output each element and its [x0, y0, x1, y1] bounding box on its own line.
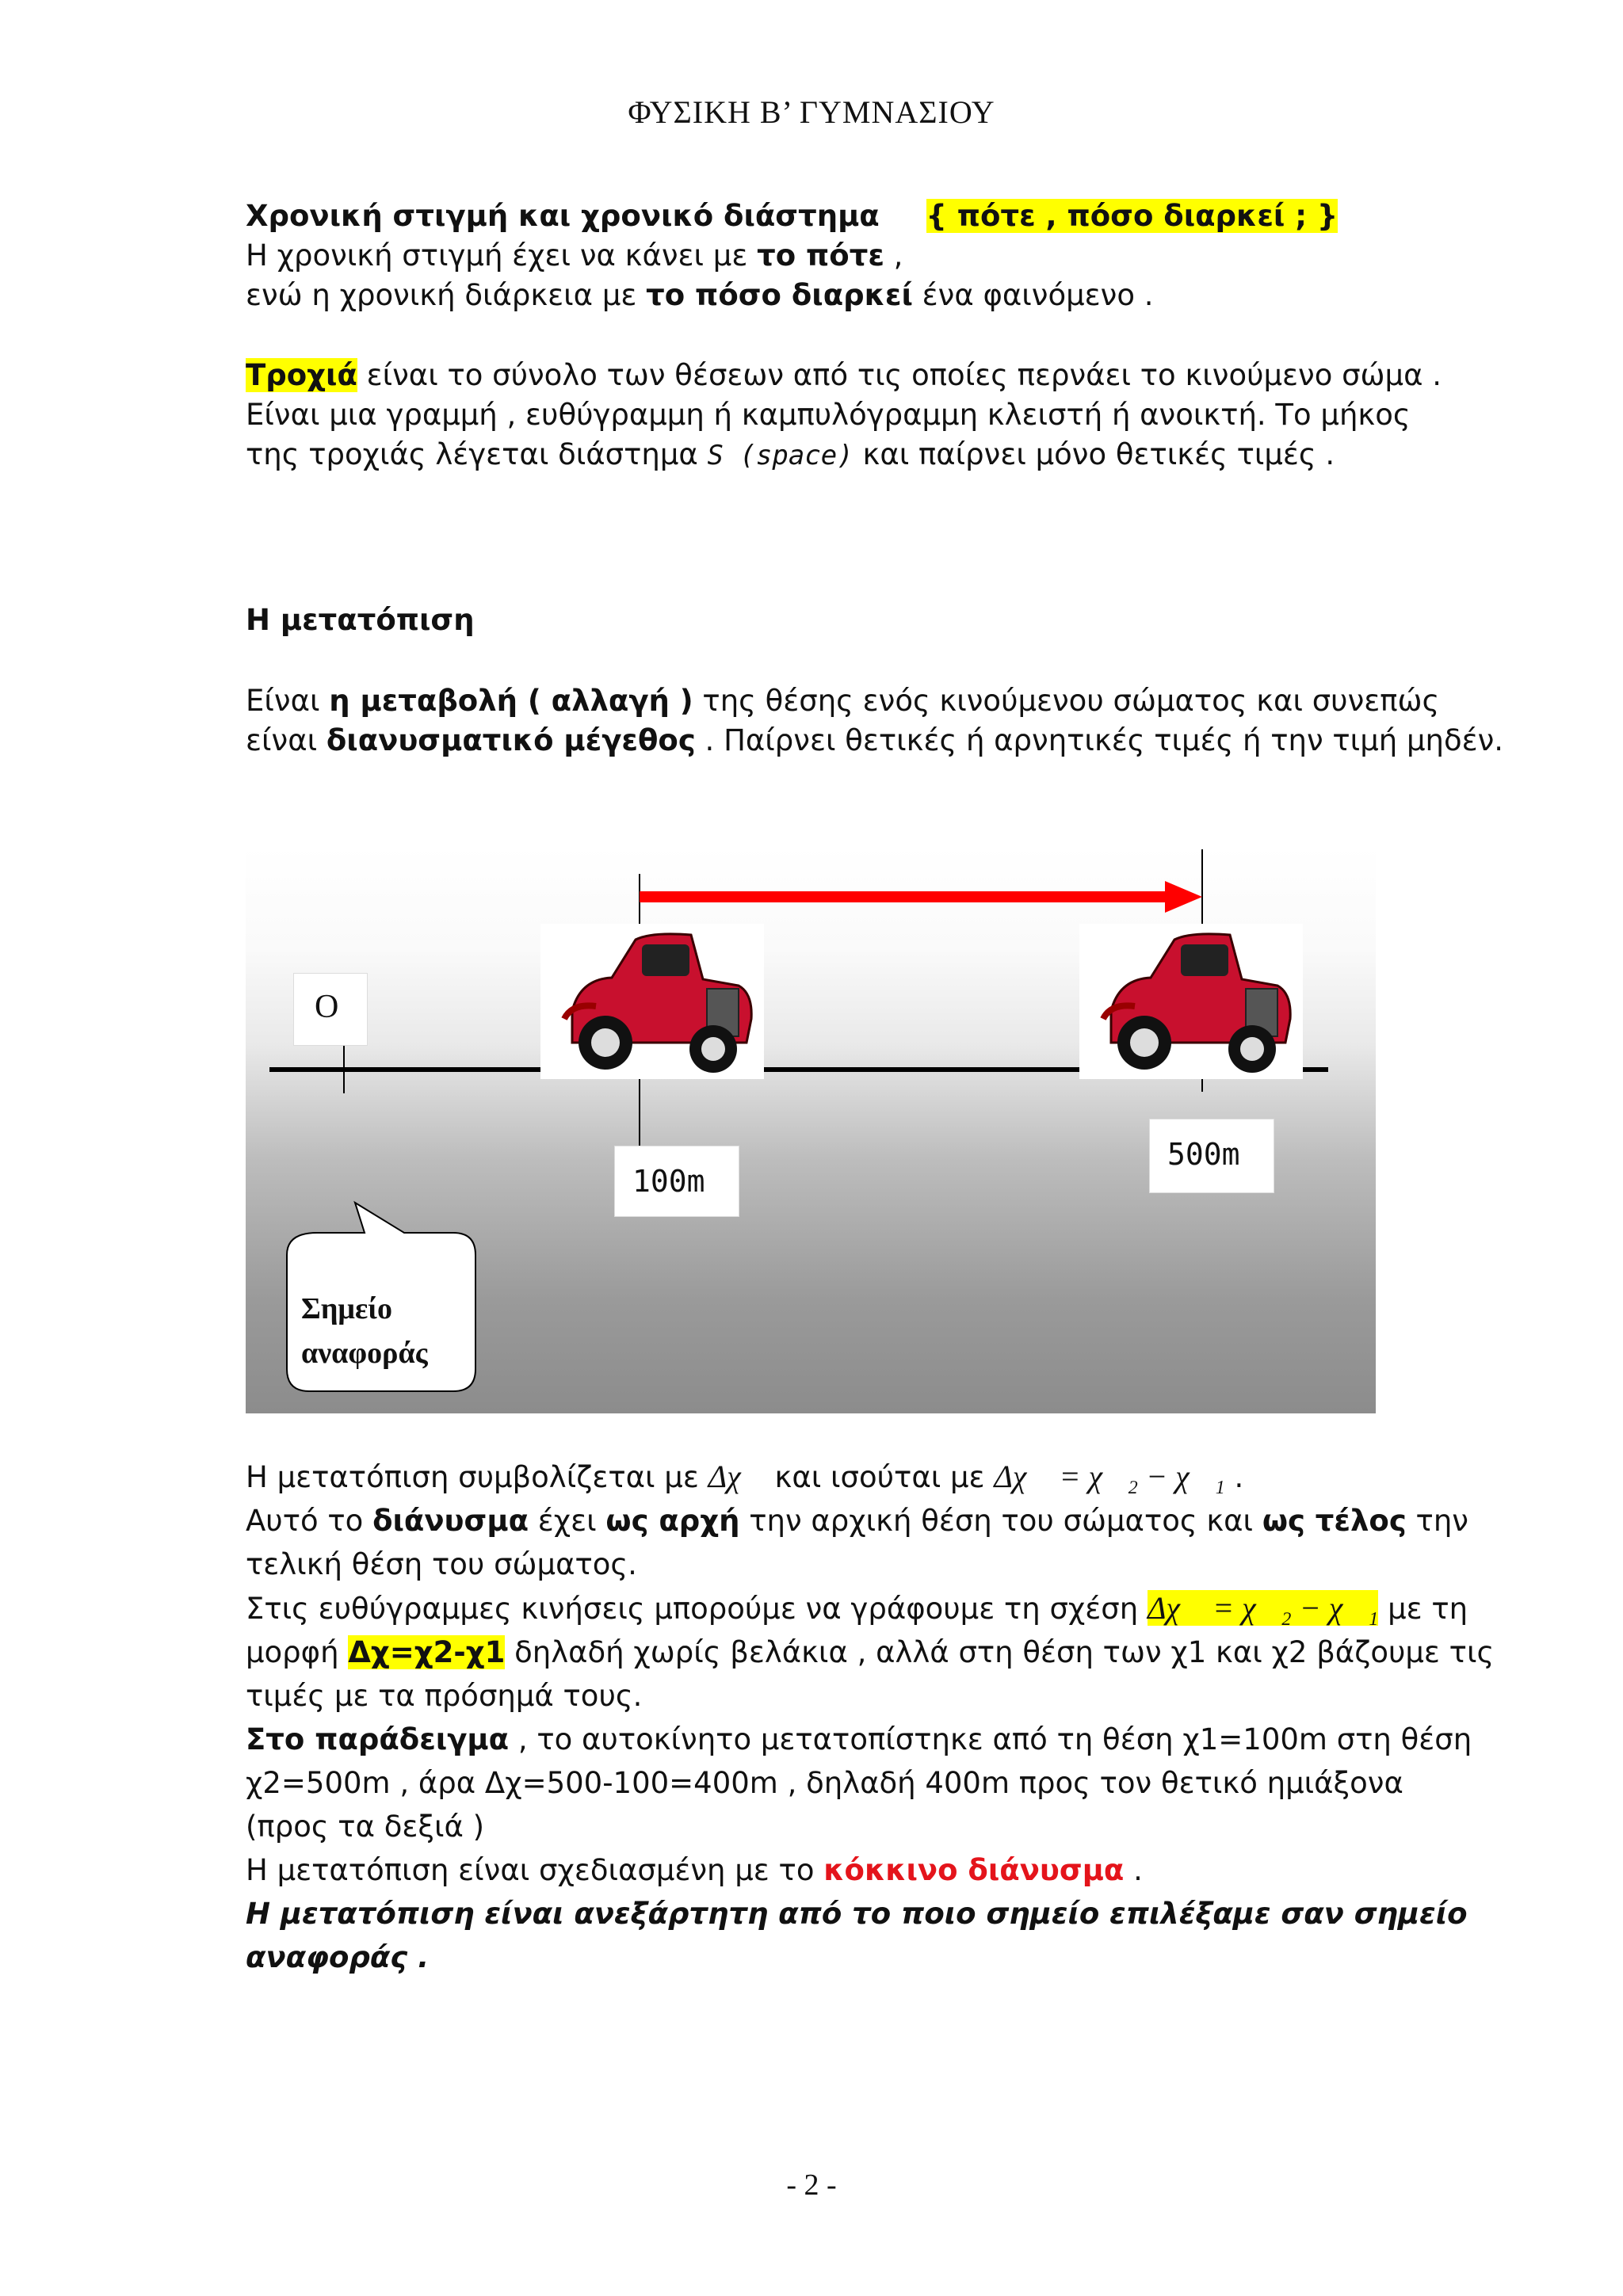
explanation-line-4: Στις ευθύγραμμες κινήσεις μπορούμε να γράφουμε τη σχέση Δχ⃗ = χ⃗₂ − χ⃗₁ με τη: [246, 1590, 1468, 1626]
car-icon: [540, 924, 764, 1079]
explanation-line-9: (προς τα δεξιά ): [246, 1810, 485, 1844]
position-2-label: 500m: [1167, 1137, 1240, 1172]
page-header: ΦΥΣΙΚΗ Β’ ΓΥΜΝΑΣΙΟΥ: [628, 94, 995, 130]
section-time-title-line: [246, 196, 1403, 236]
space-symbol: S (space): [707, 440, 854, 471]
section-trajectory: [246, 356, 1442, 475]
origin-label-box: [293, 973, 368, 1046]
displacement-figure: [246, 846, 1376, 1413]
explanation-line-2: Αυτό το διάνυσμα έχει ως αρχή την αρχική θέση του σώματος και ως τέλος την: [246, 1504, 1468, 1538]
explanation-line-12: αναφοράς .: [246, 1940, 430, 1974]
section-trajectory-line-1: Τροχιά είναι το σύνολο των θέσεων από τις οποίες περνάει το κινούμενο σώμα .: [246, 358, 1442, 392]
explanation-line-5: μορφή Δχ=χ2-χ1 δηλαδή χωρίς βελάκια , αλλά στη θέση των χ1 και χ2 βάζουμε τις: [246, 1635, 1495, 1669]
red-vector-text: κόκκινο διάνυσμα: [823, 1853, 1125, 1887]
explanation-line-11: Η μετατόπιση είναι ανεξάρτητη από το ποιο σημείο επιλέξαμε σαν σημείο: [246, 1897, 1468, 1931]
position-1-label-box: [614, 1146, 739, 1217]
term-trajectory: Τροχιά: [246, 358, 357, 392]
displacement-arrow-head: [1165, 881, 1202, 913]
section-displacement-heading: [246, 601, 1403, 640]
section-time-line-2: Η χρονική στιγμή έχει να κάνει με το πότε ,: [246, 238, 903, 273]
callout-line-2: αναφοράς: [301, 1337, 428, 1370]
section-trajectory-line-2: Είναι μια γραμμή , ευθύγραμμη ή καμπυλόγραμμη κλειστή ή ανοικτή. Το μήκος: [246, 398, 1411, 432]
explanation-line-7: Στο παράδειγμα , το αυτοκίνητο μετατοπίστηκε από τη θέση χ1=100m στη θέση: [246, 1722, 1472, 1756]
car-image-2: [1079, 924, 1303, 1079]
car-icon: [1079, 924, 1303, 1079]
heading-displacement: Η μετατόπιση: [246, 603, 475, 637]
section-time-title-highlight: { πότε , πόσο διαρκεί ; }: [926, 199, 1338, 233]
section-time-line-3: ενώ η χρονική διάρκεια με το πόσο διαρκεί ένα φαινόμενο .: [246, 278, 1154, 312]
delta-x-symbol: Δχ⃗: [708, 1459, 766, 1494]
section-displacement-explanation: [246, 1455, 1495, 1979]
explanation-line-3: τελική θέση του σώματος.: [246, 1547, 637, 1581]
car-image-1: [540, 924, 764, 1079]
section-trajectory-line-3: της τροχιάς λέγεται διάστημα S (space) και παίρνει μόνο θετικές τιμές .: [246, 437, 1335, 471]
displacement-equation-highlight: Δχ⃗ = χ⃗₂ − χ⃗₁: [1147, 1590, 1379, 1626]
page-number: - 2 -: [786, 2168, 837, 2202]
explanation-line-10: Η μετατόπιση είναι σχεδιασμένη με το κόκκινο διάνυσμα .: [246, 1853, 1143, 1887]
definition-line-1: Είναι η μεταβολή ( αλλαγή ) της θέσης ενός κινούμενου σώματος και συνεπώς: [246, 684, 1440, 718]
origin-label: O: [315, 989, 339, 1025]
position-1-label: 100m: [632, 1164, 705, 1199]
section-time: [246, 196, 1403, 315]
section-displacement-definition: [246, 681, 1504, 761]
position-2-label-box: [1149, 1119, 1274, 1193]
callout-line-1: Σημείο: [301, 1292, 392, 1325]
explanation-line-1: Η μετατόπιση συμβολίζεται με Δχ⃗ και ισούται με Δχ⃗ = χ⃗₂ − χ⃗₁ .: [246, 1459, 1244, 1494]
definition-line-2: είναι διανυσματικό μέγεθος . Παίρνει θετικές ή αρνητικές τιμές ή την τιμή μηδέν.: [246, 723, 1504, 757]
explanation-line-6: τιμές με τα πρόσημά τους.: [246, 1679, 643, 1713]
explanation-line-8: χ2=500m , άρα Δχ=500-100=400m , δηλαδή 400m προς τον θετικό ημιάξονα: [246, 1766, 1403, 1800]
callout-text: [301, 1287, 428, 1375]
displacement-equation: Δχ⃗ = χ⃗₂ − χ⃗₁: [994, 1459, 1225, 1494]
section-time-title: Χρονική στιγμή και χρονικό διάστημα: [246, 199, 880, 233]
scalar-equation-highlight: Δχ=χ2-χ1: [348, 1635, 506, 1669]
